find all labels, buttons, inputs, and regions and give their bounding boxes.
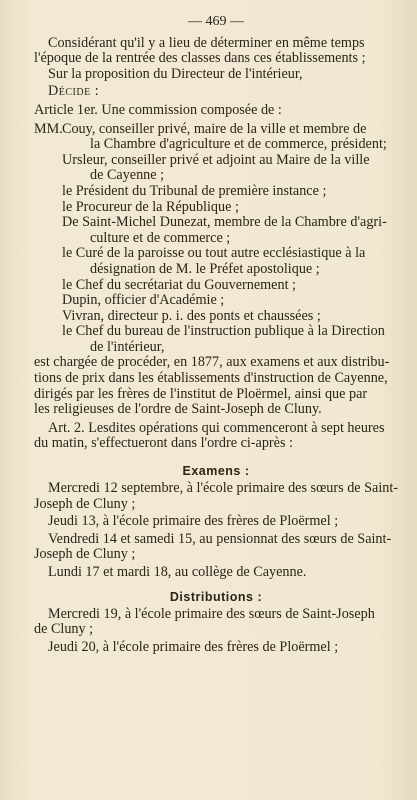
text-line: tions de prix dans les établissements d'instruction de Cayenne, bbox=[34, 370, 388, 387]
text-line: le Procureur de la République ; bbox=[62, 198, 239, 215]
text-line: de Cayenne ; bbox=[90, 167, 165, 184]
list-item bbox=[34, 514, 398, 530]
text-line: de Cluny ; bbox=[34, 621, 94, 638]
text-line: dirigés par les frères de l'institut de Ploërmel, ainsi que par bbox=[34, 385, 368, 402]
text-line: le Chef du secrétariat du Gouvernement ; bbox=[62, 276, 297, 293]
text-line: Jeudi 20, à l'école primaire des frères de Ploërmel ; bbox=[48, 638, 339, 655]
mm-label: MM. bbox=[34, 120, 63, 137]
decide-line: Décide : bbox=[48, 83, 100, 100]
text-line: Vivran, directeur p. i. des ponts et chaussées ; bbox=[62, 307, 321, 324]
member-item bbox=[62, 246, 398, 277]
text-line: Lundi 17 et mardi 18, au collège de Cayenne. bbox=[48, 564, 307, 580]
member-item bbox=[62, 309, 398, 325]
text-line: est chargée de procéder, en 1877, aux examens et aux distribu- bbox=[34, 354, 390, 371]
article-2 bbox=[34, 421, 398, 452]
member-item bbox=[62, 200, 398, 216]
examens-list bbox=[34, 481, 398, 581]
text-line: les religieuses de l'ordre de Saint-Joseph de Cluny. bbox=[34, 401, 322, 418]
list-item bbox=[34, 481, 398, 512]
text-line: l'époque de la rentrée des classes dans ces établissements ; bbox=[34, 50, 366, 67]
considerant-paragraph bbox=[34, 36, 398, 67]
article-1: Article 1er. Une commission composée de : bbox=[34, 101, 282, 118]
text-line: du matin, s'effectueront dans l'ordre ci-après : bbox=[34, 435, 293, 452]
proposition-line: Sur la proposition du Directeur de l'intérieur, bbox=[48, 65, 303, 82]
text-line: Vendredi 14 et samedi 15, au pensionnat des sœurs de Saint- bbox=[48, 530, 392, 547]
list-item bbox=[34, 532, 398, 563]
text-line: Couy, conseiller privé, maire de la ville et membre de bbox=[62, 120, 367, 137]
text-line: de l'intérieur, bbox=[90, 338, 165, 355]
text-line: Dupin, officier d'Académie ; bbox=[62, 292, 225, 309]
text-line: désignation de M. le Préfet apostolique ; bbox=[90, 260, 320, 277]
list-item bbox=[34, 640, 398, 656]
text-line: culture et de commerce ; bbox=[90, 229, 231, 246]
member-item bbox=[62, 122, 398, 153]
text-line: Considérant qu'il y a lieu de déterminer en même temps bbox=[48, 34, 365, 51]
text-line: Jeudi 13, à l'école primaire des frères de Ploërmel ; bbox=[48, 513, 339, 530]
examens-heading: Examens : bbox=[182, 464, 250, 479]
distributions-list bbox=[34, 607, 398, 656]
text-line: le Chef du bureau de l'instruction publique à la Direction bbox=[62, 323, 385, 340]
text-line: Joseph de Cluny ; bbox=[34, 546, 136, 563]
chargee-paragraph bbox=[34, 355, 398, 417]
member-item bbox=[62, 324, 398, 355]
text-line: Mercredi 19, à l'école primaire des sœurs de Saint-Joseph bbox=[48, 605, 375, 622]
text-line: la Chambre d'agriculture et de commerce, président; bbox=[90, 136, 387, 153]
text-line: Art. 2. Lesdites opérations qui commenceront à sept heures bbox=[48, 419, 385, 436]
text-line: Mercredi 12 septembre, à l'école primaire des sœurs de Saint- bbox=[48, 480, 399, 497]
text-line: le Président du Tribunal de première instance ; bbox=[62, 182, 327, 199]
text-line: le Curé de la paroisse ou tout autre ecclésiastique à la bbox=[62, 245, 366, 262]
member-item bbox=[62, 215, 398, 246]
member-item bbox=[62, 278, 398, 294]
member-item bbox=[62, 184, 398, 200]
distributions-heading: Distributions : bbox=[169, 589, 263, 604]
text-line: Ursleur, conseiller privé et adjoint au Maire de la ville bbox=[62, 151, 370, 168]
member-item bbox=[62, 293, 398, 309]
list-item bbox=[34, 565, 398, 581]
member-item bbox=[62, 153, 398, 184]
list-item bbox=[34, 607, 398, 638]
text-line: De Saint-Michel Dunezat, membre de la Chambre d'agri- bbox=[62, 214, 387, 231]
members-list bbox=[34, 122, 398, 356]
page-number: — 469 — bbox=[188, 14, 244, 29]
text-line: Joseph de Cluny ; bbox=[34, 495, 136, 512]
